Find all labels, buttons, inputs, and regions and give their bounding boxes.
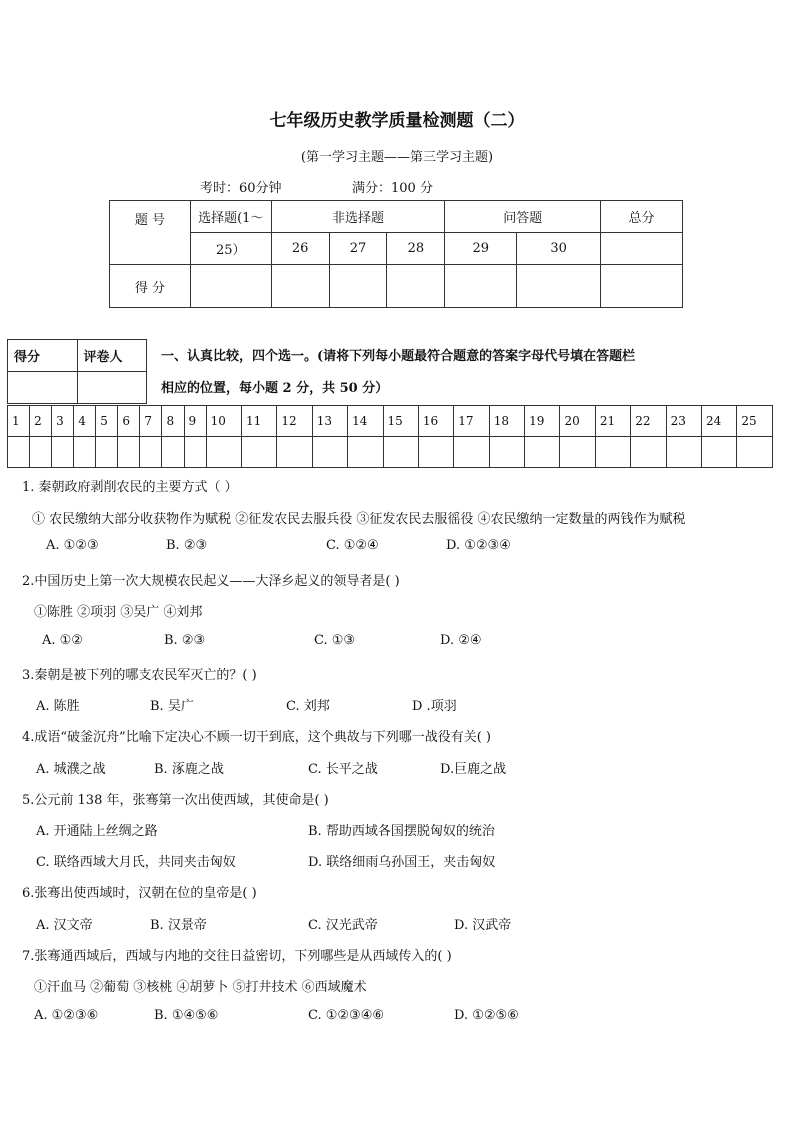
answer-number-cell: 13	[312, 406, 347, 437]
answer-number-cell: 22	[631, 406, 666, 437]
option-d[interactable]: D. ②④	[440, 633, 482, 648]
option-a[interactable]: A. 开通陆上丝绸之路	[36, 824, 158, 839]
answer-input-cell[interactable]	[52, 437, 74, 468]
option-d[interactable]: D.巨鹿之战	[440, 762, 507, 777]
answer-number-cell: 2	[30, 406, 52, 437]
qnum-30: 30	[517, 233, 601, 265]
option-c[interactable]: C. ①③	[314, 633, 356, 648]
answer-input-cell[interactable]	[277, 437, 312, 468]
grader-score-cell[interactable]	[8, 372, 78, 404]
question-sub: ①陈胜 ②项羽 ③吴广 ④刘邦	[34, 605, 203, 620]
score-table	[109, 200, 683, 308]
option-c[interactable]: C. 长平之战	[308, 762, 378, 777]
question-stem: 7.张骞通西域后，西域与内地的交往日益密切，下列哪些是从西域传入的( )	[22, 949, 452, 964]
option-b[interactable]: B. ②③	[164, 633, 206, 648]
option-c[interactable]: C. 联络西域大月氏，共同夹击匈奴	[36, 855, 236, 870]
section1-instruction-line1: 一、认真比较，四个选一。(请将下列每小题最符合题意的答案字母代号填在答题栏	[161, 349, 636, 364]
answer-input-cell[interactable]	[489, 437, 524, 468]
section1-instruction-line2: 相应的位置，每小题 2 分，共 50 分）	[161, 381, 389, 396]
option-d[interactable]: D. ①②③④	[446, 538, 511, 553]
answer-input-cell[interactable]	[560, 437, 595, 468]
full-score: 满分：100 分	[352, 181, 433, 196]
option-c[interactable]: C. ①②④	[326, 538, 379, 553]
option-c[interactable]: C. ①②③④⑥	[308, 1008, 385, 1023]
answer-number-cell: 4	[74, 406, 96, 437]
wenda-label: 问答题	[445, 201, 601, 233]
option-b[interactable]: B. 汉景帝	[150, 918, 207, 933]
option-b[interactable]: B. ②③	[166, 538, 208, 553]
grader-table	[7, 339, 147, 404]
answer-number-cell: 19	[525, 406, 560, 437]
answer-input-cell[interactable]	[666, 437, 701, 468]
choice-label-a: 选择题(1～	[190, 201, 271, 233]
option-a[interactable]: A. ①②	[42, 633, 83, 648]
qnum-27: 27	[329, 233, 387, 265]
question-sub: ①汗血马 ②葡萄 ③核桃 ④胡萝卜 ⑤打井技术 ⑥西域魔术	[34, 980, 367, 995]
answer-number-cell: 7	[140, 406, 162, 437]
answer-input-cell[interactable]	[74, 437, 96, 468]
answer-number-cell: 5	[96, 406, 118, 437]
question-stem: 3.秦朝是被下列的哪支农民军灭亡的？( )	[22, 668, 257, 683]
answer-input-cell[interactable]	[525, 437, 560, 468]
answer-input-cell[interactable]	[206, 437, 241, 468]
answer-input-cell[interactable]	[454, 437, 489, 468]
answer-input-cell[interactable]	[96, 437, 118, 468]
option-c[interactable]: C. 刘邦	[286, 699, 330, 714]
answer-input-cell[interactable]	[383, 437, 418, 468]
answer-number-cell: 16	[418, 406, 453, 437]
option-a[interactable]: A. ①②③⑥	[34, 1008, 99, 1023]
option-b[interactable]: B. 吴广	[150, 699, 194, 714]
answer-number-cell: 18	[489, 406, 524, 437]
choice-label-b: 25）	[190, 233, 271, 265]
question-stem: 5.公元前 138 年，张骞第一次出使西域，其使命是( )	[22, 793, 329, 808]
answer-number-cell: 9	[184, 406, 206, 437]
answer-input-cell[interactable]	[348, 437, 383, 468]
page-title: 七年级历史教学质量检测题（二）	[269, 111, 525, 131]
question-stem: 2.中国历史上第一次大规模农民起义——大泽乡起义的领导者是( )	[22, 574, 400, 589]
score-cell[interactable]	[329, 265, 387, 308]
answer-number-row	[8, 406, 773, 437]
answer-number-cell: 25	[737, 406, 773, 437]
option-a[interactable]: A. 城濮之战	[36, 762, 106, 777]
option-d[interactable]: D .项羽	[412, 699, 457, 714]
score-cell[interactable]	[601, 265, 683, 308]
question-stem: 1. 秦朝政府剥削农民的主要方式（ ）	[22, 480, 238, 495]
answer-grid	[7, 405, 773, 468]
score-cell[interactable]	[190, 265, 271, 308]
tihao-label: 题 号	[110, 201, 191, 265]
answer-number-cell: 21	[595, 406, 630, 437]
answer-number-cell: 12	[277, 406, 312, 437]
answer-number-cell: 10	[206, 406, 241, 437]
total-label: 总分	[601, 201, 683, 233]
grader-score-label: 得分	[8, 340, 78, 372]
answer-input-cell[interactable]	[140, 437, 162, 468]
question-stem: 6.张骞出使西域时，汉朝在位的皇帝是( )	[22, 886, 257, 901]
qnum-28: 28	[387, 233, 445, 265]
option-d[interactable]: D. 汉武帝	[454, 918, 512, 933]
answer-input-cell[interactable]	[162, 437, 184, 468]
score-cell[interactable]	[445, 265, 517, 308]
answer-input-cell[interactable]	[702, 437, 737, 468]
option-a[interactable]: A. ①②③	[46, 538, 99, 553]
option-b[interactable]: B. 涿鹿之战	[154, 762, 224, 777]
answer-blank-row	[8, 437, 773, 468]
answer-input-cell[interactable]	[30, 437, 52, 468]
page-subtitle: (第一学习主题——第三学习主题)	[300, 150, 494, 165]
option-d[interactable]: D. ①②⑤⑥	[454, 1008, 519, 1023]
score-cell[interactable]	[387, 265, 445, 308]
answer-number-cell: 14	[348, 406, 383, 437]
answer-input-cell[interactable]	[418, 437, 453, 468]
answer-number-cell: 15	[383, 406, 418, 437]
answer-number-cell: 23	[666, 406, 701, 437]
answer-number-cell: 17	[454, 406, 489, 437]
answer-input-cell[interactable]	[595, 437, 630, 468]
option-d[interactable]: D. 联络细雨乌孙国王，夹击匈奴	[308, 855, 496, 870]
option-c[interactable]: C. 汉光武帝	[308, 918, 378, 933]
option-a[interactable]: A. 陈胜	[36, 699, 80, 714]
answer-number-cell: 1	[8, 406, 30, 437]
option-b[interactable]: B. 帮助西域各国摆脱匈奴的统治	[308, 824, 495, 839]
qnum-29: 29	[445, 233, 517, 265]
option-b[interactable]: B. ①④⑤⑥	[154, 1008, 219, 1023]
grader-name-cell[interactable]	[77, 372, 147, 404]
answer-number-cell: 6	[118, 406, 140, 437]
exam-time: 考时：60分钟	[200, 181, 282, 196]
answer-number-cell: 20	[560, 406, 595, 437]
answer-number-cell: 11	[241, 406, 276, 437]
nonchoice-label: 非选择题	[271, 201, 445, 233]
answer-input-cell[interactable]	[241, 437, 276, 468]
total-blank	[601, 233, 683, 265]
defen-label: 得 分	[110, 265, 191, 308]
answer-number-cell: 8	[162, 406, 184, 437]
answer-number-cell: 24	[702, 406, 737, 437]
option-a[interactable]: A. 汉文帝	[36, 918, 93, 933]
score-cell[interactable]	[271, 265, 329, 308]
answer-input-cell[interactable]	[631, 437, 666, 468]
answer-input-cell[interactable]	[118, 437, 140, 468]
answer-input-cell[interactable]	[8, 437, 30, 468]
grader-name-label: 评卷人	[77, 340, 147, 372]
qnum-26: 26	[271, 233, 329, 265]
answer-input-cell[interactable]	[184, 437, 206, 468]
score-cell[interactable]	[517, 265, 601, 308]
answer-input-cell[interactable]	[312, 437, 347, 468]
answer-input-cell[interactable]	[737, 437, 773, 468]
question-stem: 4.成语“破釜沉舟”比喻下定决心不顾一切干到底，这个典故与下列哪一战役有关( )	[22, 730, 491, 745]
question-sub: ① 农民缴纳大部分收获物作为赋税 ②征发农民去服兵役 ③征发农民去服徭役 ④农民缴纳一定数量的两钱作为赋税	[32, 512, 686, 527]
answer-number-cell: 3	[52, 406, 74, 437]
